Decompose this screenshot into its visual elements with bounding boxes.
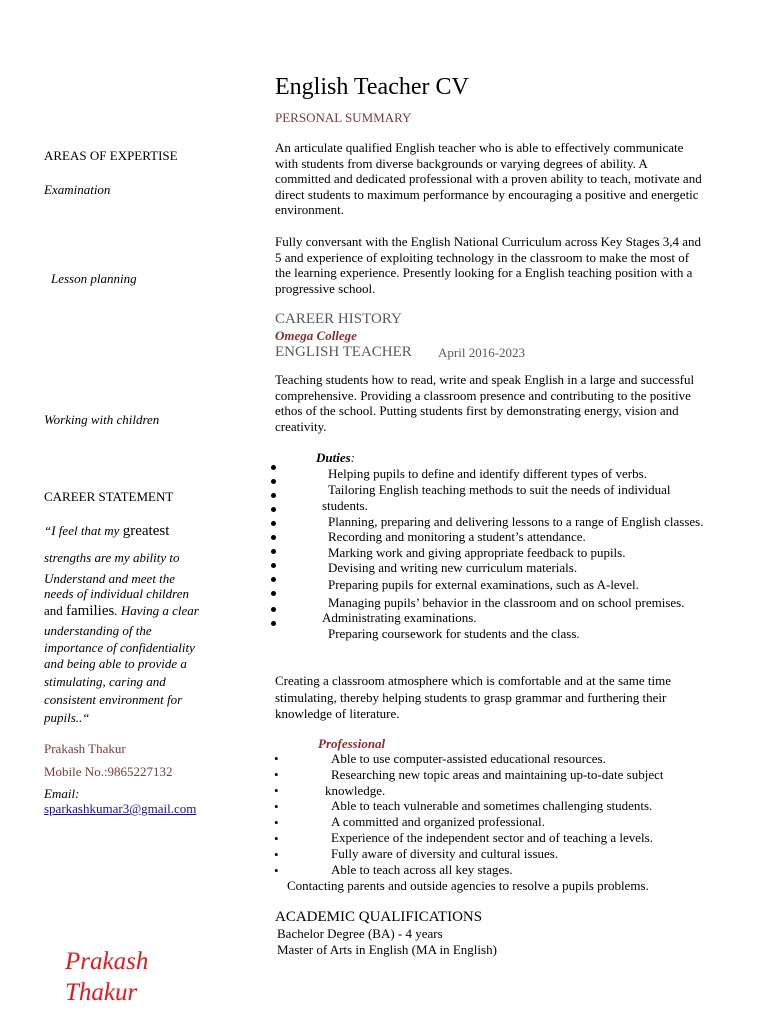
duty-item: Helping pupils to define and identify different types of verbs. <box>328 466 647 481</box>
expertise-item: Examination <box>44 182 111 197</box>
duty-item: Preparing pupils for external examinations, such as A-level. <box>328 577 639 592</box>
bullet-icon: • <box>274 767 279 782</box>
bullet-icon <box>271 621 276 626</box>
expertise-item: Working with children <box>44 412 160 427</box>
academic-heading: ACADEMIC QUALIFICATIONS <box>275 909 483 925</box>
academic-item: Bachelor Degree (BA) - 4 years <box>277 926 443 941</box>
statement-line: strengths are my ability to <box>44 550 180 565</box>
professional-item: Researching new topic areas and maintaining up-to-date subject <box>331 767 664 782</box>
expertise-heading: AREAS OF EXPERTISE <box>44 148 178 163</box>
academic-item: Master of Arts in English (MA in English) <box>277 942 497 957</box>
duty-item: Administrating examinations. <box>322 610 477 625</box>
contact-mobile: Mobile No.:9865227132 <box>44 764 173 779</box>
statement-line: importance of confidentiality <box>44 640 195 655</box>
professional-label: Professional <box>318 736 386 751</box>
personal-summary-heading: PERSONAL SUMMARY <box>275 110 412 125</box>
bullet-icon: • <box>274 799 279 814</box>
professional-item: Experience of the independent sector and of teaching a levels. <box>331 830 653 845</box>
duty-item: Tailoring English teaching methods to suit the needs of individual <box>328 482 671 497</box>
bullet-icon <box>271 507 276 512</box>
duty-item: students. <box>322 498 368 513</box>
bullet-icon: • <box>274 863 279 878</box>
email-link[interactable]: sparkashkumar3@gmail.com <box>44 801 197 816</box>
bullet-icon <box>271 577 276 582</box>
expertise-item: Lesson planning <box>51 271 137 286</box>
bullet-icon <box>271 591 276 596</box>
career-history-heading: CAREER HISTORY <box>275 311 402 327</box>
bullet-icon: • <box>274 831 279 846</box>
contact-name: Prakash Thakur <box>44 741 126 756</box>
signature: Prakash Thakur <box>65 948 149 1006</box>
statement-line: understanding of the <box>44 623 152 638</box>
professional-item: Contacting parents and outside agencies to resolve a pupils problems. <box>287 878 649 893</box>
duty-item: Devising and writing new curriculum materials. <box>328 560 578 575</box>
duty-item: Marking work and giving appropriate feedback to pupils. <box>328 545 626 560</box>
email-label: Email: <box>44 786 80 801</box>
page-title: English Teacher CV <box>275 74 469 100</box>
statement-line: and families. Having a clear <box>44 603 199 619</box>
professional-item: Able to teach vulnerable and sometimes challenging students. <box>331 798 653 813</box>
bullet-icon: • <box>274 815 279 830</box>
bullet-icon <box>271 493 276 498</box>
statement-line: and being able to provide a <box>44 656 187 671</box>
duty-item: Managing pupils’ behavior in the classroom and on school premises. <box>328 595 685 610</box>
employer-name: Omega College <box>275 328 357 343</box>
bullet-icon <box>271 521 276 526</box>
bullet-icon <box>271 535 276 540</box>
bullet-icon <box>271 479 276 484</box>
professional-item: knowledge. <box>325 783 386 798</box>
statement-line: consistent environment for <box>44 692 183 707</box>
statement-line: “I feel that my greatest <box>44 523 170 539</box>
duty-item: Planning, preparing and delivering lessons to a range of English classes. <box>328 514 704 529</box>
duties-label: Duties: <box>316 450 356 465</box>
career-statement-heading: CAREER STATEMENT <box>44 489 174 504</box>
statement-line: needs of individual children <box>44 586 190 601</box>
personal-summary-para-1: An articulate qualified English teacher who is able to effectively communicate with students from diverse backgrounds or varying degrees of ability. A committed and dedicated professional with a proven ability to teach, motivate and direct students to maximum performance by encouraging a positive and energetic environment. <box>275 140 702 218</box>
professional-item: Able to use computer-assisted educational resources. <box>331 751 606 766</box>
professional-item: Able to teach across all key stages. <box>331 862 513 877</box>
professional-item: A committed and organized professional. <box>331 814 545 829</box>
career-description: Teaching students how to read, write and speak English in a large and successful comprehensive. Providing a classroom presence and contributing to the positive ethos of the school. Putting students first by demonstrating energy, vision and creativity. <box>275 372 695 434</box>
role-dates: April 2016-2023 <box>438 345 526 360</box>
bullet-icon: • <box>274 751 279 766</box>
statement-line: Understand and meet the <box>44 571 176 586</box>
bullet-icon <box>271 465 276 470</box>
bullet-icon: • <box>274 847 279 862</box>
duty-item: Recording and monitoring a student’s attendance. <box>328 529 586 544</box>
classroom-atmosphere: Creating a classroom atmosphere which is comfortable and at the same time stimulating, thereby helping students to grasp grammar and furthering their knowledge of literature. <box>275 673 672 721</box>
bullet-icon <box>271 563 276 568</box>
role-title: ENGLISH TEACHER <box>275 344 412 360</box>
statement-line: pupils..“ <box>44 710 90 725</box>
statement-line: stimulating, caring and <box>44 674 166 689</box>
bullet-icon <box>271 607 276 612</box>
personal-summary-para-2: Fully conversant with the English National Curriculum across Key Stages 3,4 and 5 and experience of exploiting technology in the classroom to make the most of the learning experience. Presently looking for a English teaching position with a progressive school. <box>275 234 702 296</box>
duty-item: Preparing coursework for students and the class. <box>328 626 580 641</box>
bullet-icon: • <box>274 783 279 798</box>
bullet-icon <box>271 549 276 554</box>
professional-item: Fully aware of diversity and cultural issues. <box>331 846 559 861</box>
